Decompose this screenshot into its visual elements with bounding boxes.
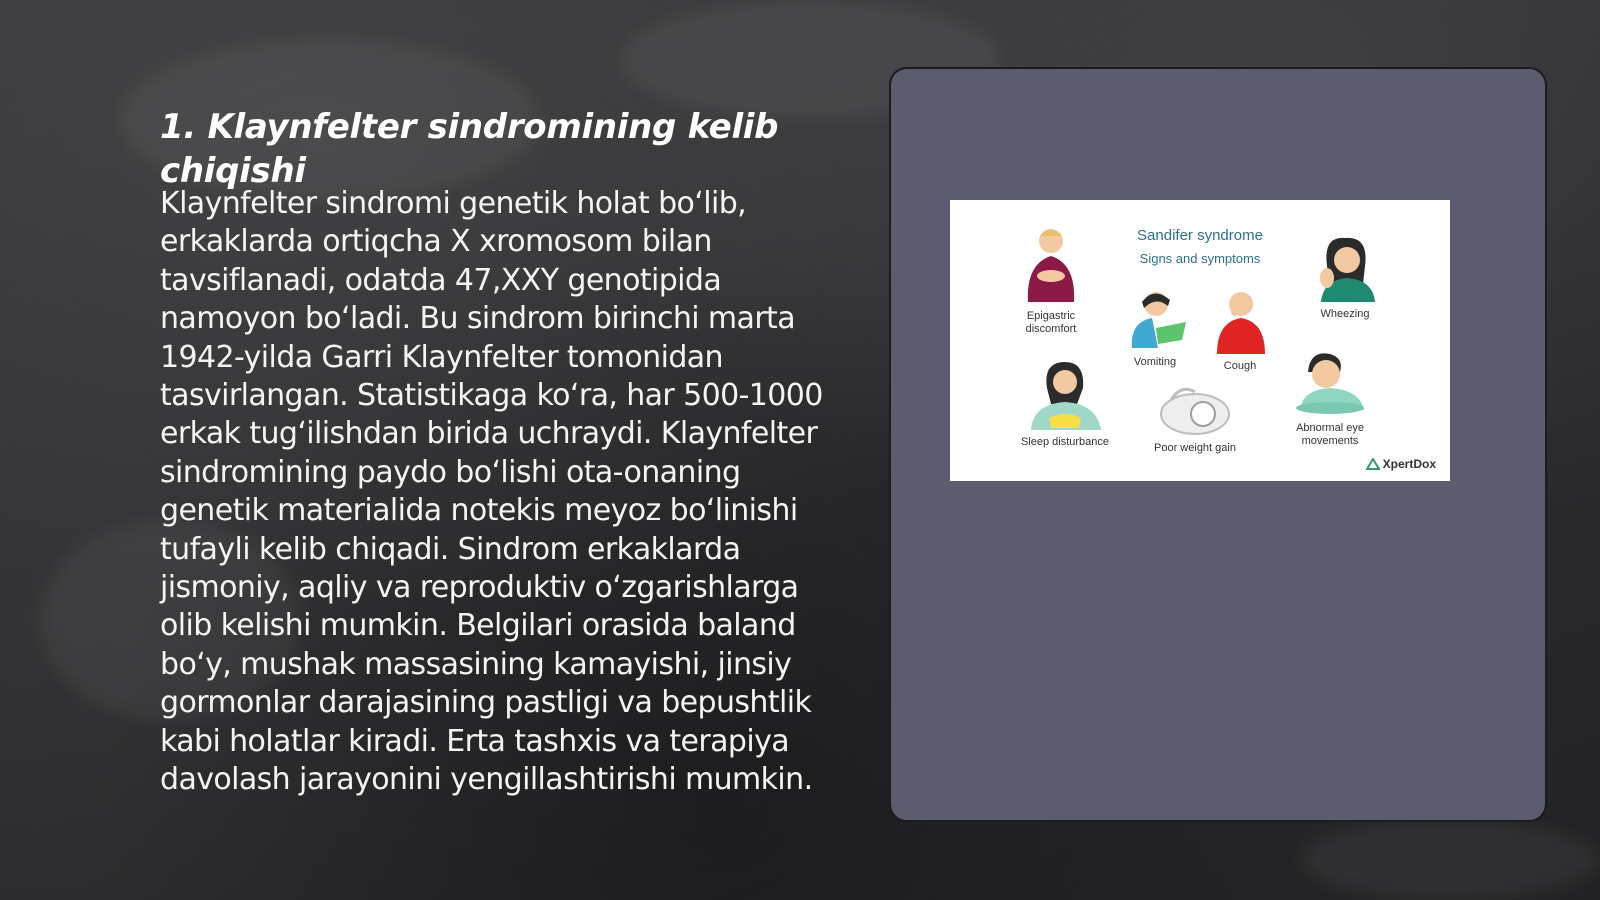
slide-body: Klaynfelter sindromi genetik holat bo‘lib, erkaklarda ortiqcha X xromosom bilan tavsiflanadi, odatda 47,XXY genotipida namoyon bo‘ladi. Bu sindrom birinchi marta 1942-yilda Garri Klaynfelter tomonidan tasvirlangan. Statistikaga ko‘ra, har 500-1000 erkak tug‘ilishdan birida uchraydi. Klaynfelter sindromining paydo bo‘lishi ota-onaning genetik materialida notekis meyoz bo‘linishi tufayli kelib chiqadi. Sindrom erkaklarda jismoniy, aqliy va reproduktiv o‘zgarishlarga olib kelishi mumkin. Belgilari orasida baland bo‘y, mushak massasining kamayishi, jinsiy gormonlar darajasining pastligi va bepushtlik kabi holatlar kiradi. Erta tashxis va terapiya davolash jarayonini yengillashtirishi mumkin.	[160, 186, 823, 798]
label-epigastric: Epigastric discomfort	[1025, 310, 1077, 335]
brand-logo	[1366, 457, 1436, 471]
person-epigastric-icon	[1016, 224, 1086, 304]
label-weight: Poor weight gain	[1154, 442, 1236, 454]
person-wheezing-icon	[1307, 236, 1383, 302]
label-vomiting: Vomiting	[1133, 356, 1177, 368]
eye-illustration	[1280, 350, 1380, 448]
sleep-illustration	[1020, 358, 1110, 449]
person-cough-icon	[1207, 288, 1273, 354]
baby-scale-icon	[1155, 380, 1235, 436]
cough-illustration	[1200, 288, 1280, 373]
vomiting-illustration	[1115, 288, 1195, 369]
label-cough: Cough	[1223, 360, 1257, 372]
symptoms-figure	[950, 200, 1450, 481]
figure-subtitle: Signs and symptoms	[1139, 251, 1261, 266]
label-eye: Abnormal eye movements	[1296, 422, 1364, 447]
person-sleep-icon	[1025, 358, 1105, 430]
chalk-smudge	[1300, 820, 1600, 900]
label-sleep: Sleep disturbance	[1020, 436, 1110, 448]
epigastric-illustration	[1008, 224, 1094, 336]
wheezing-illustration	[1302, 236, 1388, 321]
weight-illustration	[1140, 380, 1250, 455]
brand-name: XpertDox	[1382, 457, 1436, 471]
person-vomiting-icon	[1122, 288, 1188, 350]
text-block	[160, 105, 850, 800]
brand-mark-icon	[1366, 458, 1380, 470]
slide-title: 1. Klaynfelter sindromining kelib chiqishi	[160, 107, 779, 191]
figure-title: Sandifer syndrome	[1137, 227, 1263, 244]
baby-eye-icon	[1290, 350, 1370, 416]
label-wheezing: Wheezing	[1320, 308, 1370, 320]
